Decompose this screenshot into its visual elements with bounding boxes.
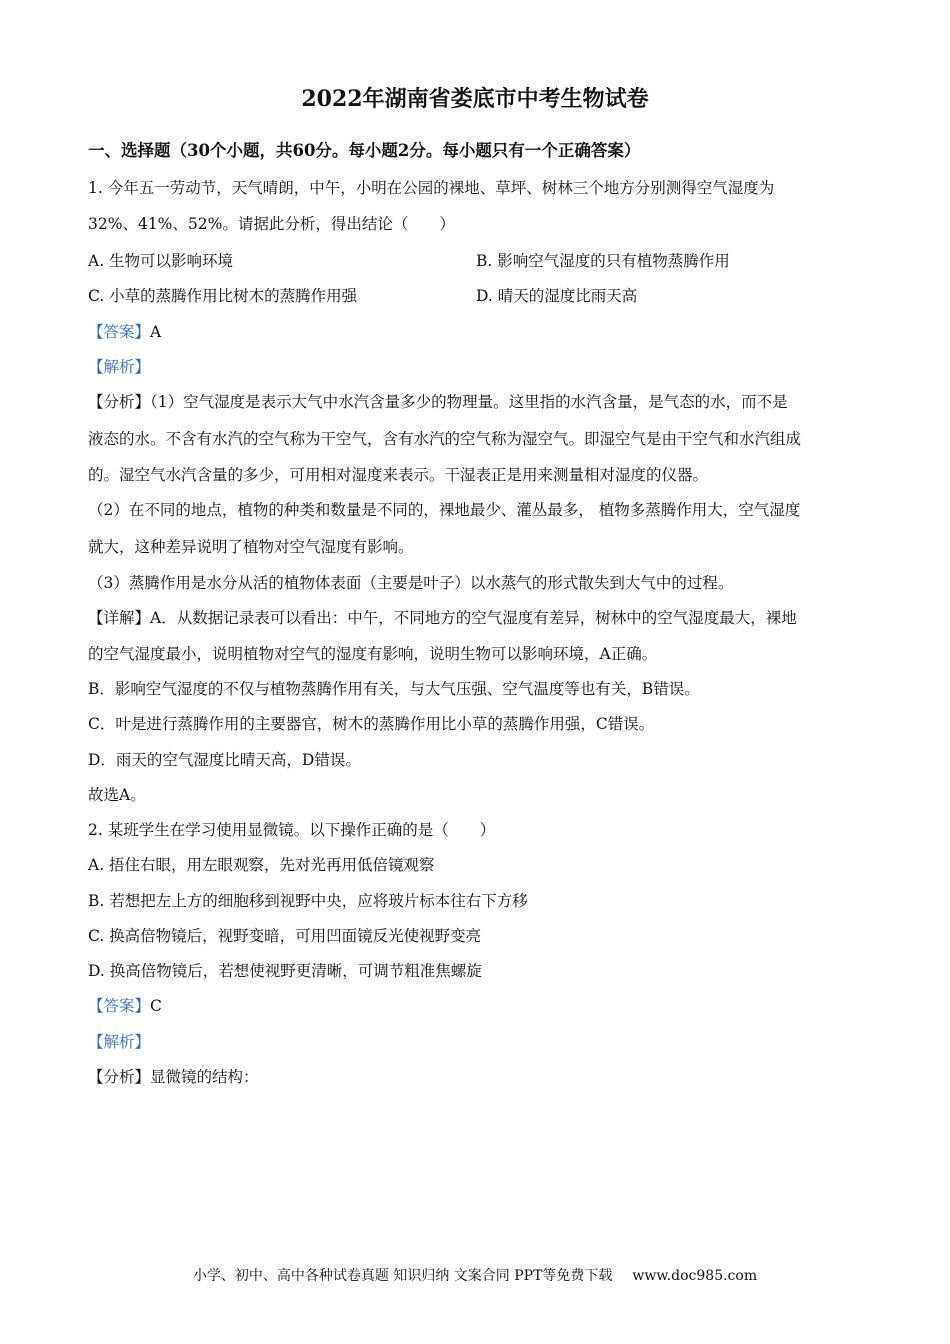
- q2-answer: [88, 994, 162, 1018]
- q1-detail-line3: B．影响空气湿度的不仅与植物蒸腾作用有关，与大气压强、空气温度等也有关，B错误。: [88, 680, 700, 698]
- q2-option-c: C. 换高倍物镜后，视野变暗，可用凹面镜反光使视野变亮: [88, 927, 482, 945]
- q1-detail-line2: 的空气湿度最小，说明植物对空气的湿度有影响，说明生物可以影响环境，A正确。: [88, 645, 658, 663]
- footer-url[interactable]: www.doc985.com: [632, 1268, 758, 1284]
- q1-option-c: C. 小草的蒸腾作用比树木的蒸腾作用强: [88, 287, 358, 305]
- q1-fenxi-line3: 的。湿空气水汽含量的多少，可用相对湿度来表示。干湿表正是用来测量相对湿度的仪器。: [88, 466, 709, 484]
- q1-option-a: A. 生物可以影响环境: [88, 252, 234, 270]
- q2-fenxi-line1: [88, 1065, 259, 1089]
- q1-detail-line1: [88, 606, 797, 630]
- detail-tag: 【详解】: [88, 609, 151, 627]
- q1-fenxi-line5: 就大，这种差异说明了植物对空气湿度有影响。: [88, 538, 414, 556]
- fenxi-text: （1）空气湿度是表示大气中水汽含量多少的物理量。这里指的水汽含量，是气态的水，而不是: [150, 393, 788, 411]
- answer-value: A: [150, 323, 162, 341]
- page-footer: [0, 1265, 950, 1287]
- analysis-tag: 【解析】: [88, 1033, 151, 1051]
- answer-tag: 【答案】: [88, 997, 151, 1015]
- q1-stem-line2: 32%、41%、52%。请据此分析，得出结论（ ）: [88, 215, 455, 233]
- q1-detail-line5: D．雨天的空气湿度比晴天高，D错误。: [88, 751, 361, 769]
- q1-fenxi-line1: [88, 390, 788, 414]
- fenxi-text: 显微镜的结构：: [150, 1068, 259, 1086]
- analysis-tag: 【解析】: [88, 358, 151, 376]
- q1-fenxi-line6: （3）蒸腾作用是水分从活的植物体表面（主要是叶子）以水蒸气的形式散失到大气中的过程。: [88, 574, 734, 592]
- q1-fenxi-line2: 液态的水。不含有水汽的空气称为干空气，含有水汽的空气称为湿空气。即湿空气是由干空气和水汽组成: [88, 430, 802, 448]
- answer-value: C: [150, 997, 162, 1015]
- footer-text: 小学、初中、高中各种试卷真题 知识归纳 文案合同 PPT等免费下载: [192, 1268, 613, 1284]
- q1-conclusion: 故选A。: [88, 786, 146, 804]
- q2-option-b: B. 若想把左上方的细胞移到视野中央，应将玻片标本往右下方移: [88, 892, 528, 910]
- q1-analysis-tag: [88, 355, 150, 379]
- q1-answer: [88, 320, 161, 344]
- q1-fenxi-line4: （2）在不同的地点，植物的种类和数量是不同的，裸地最少、灌丛最多， 植物多蒸腾作用大，空气湿度: [88, 501, 801, 519]
- page-title: 2022年湖南省娄底市中考生物试卷: [301, 86, 649, 112]
- section-heading: 一、选择题（30个小题，共60分。每小题2分。每小题只有一个正确答案）: [88, 141, 641, 160]
- answer-tag: 【答案】: [88, 323, 151, 341]
- detail-text: A．从数据记录表可以看出：中午，不同地方的空气湿度有差异，树林中的空气湿度最大，裸地: [150, 609, 797, 627]
- fenxi-tag: 【分析】: [88, 1068, 151, 1086]
- q2-option-a: A. 捂住右眼，用左眼观察，先对光再用低倍镜观察: [88, 856, 435, 874]
- q2-option-d: D. 换高倍物镜后，若想使视野更清晰，可调节粗准焦螺旋: [88, 962, 482, 980]
- q2-stem: 2. 某班学生在学习使用显微镜。以下操作正确的是（ ）: [88, 821, 496, 839]
- q1-stem-line1: 1. 今年五一劳动节，天气晴朗，中午，小明在公园的裸地、草坪、树林三个地方分别测得空气湿度为: [88, 179, 775, 197]
- fenxi-tag: 【分析】: [88, 393, 151, 411]
- q1-option-b: B. 影响空气湿度的只有植物蒸腾作用: [476, 252, 730, 270]
- q2-analysis-tag: [88, 1030, 150, 1054]
- q1-detail-line4: C．叶是进行蒸腾作用的主要器官，树木的蒸腾作用比小草的蒸腾作用强，C错误。: [88, 715, 655, 733]
- q1-option-d: D. 晴天的湿度比雨天高: [476, 287, 638, 305]
